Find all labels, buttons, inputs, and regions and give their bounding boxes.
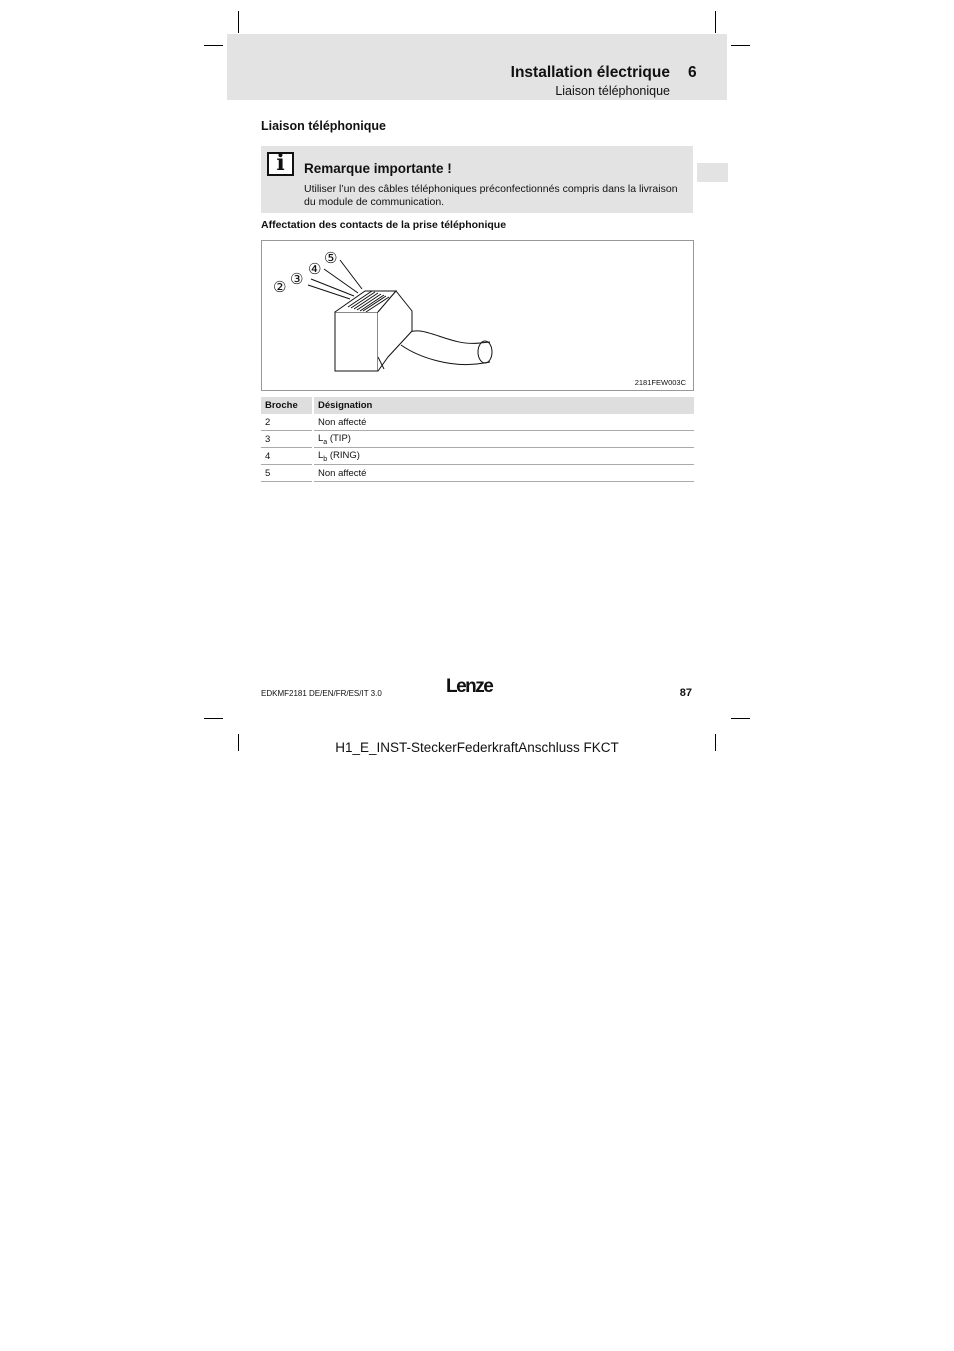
designation-text: L bbox=[318, 449, 324, 461]
designation-cell bbox=[313, 414, 694, 431]
pin-cell: 4 bbox=[261, 448, 313, 465]
designation-text: Non affecté bbox=[318, 467, 367, 479]
chapter-title: Installation électrique bbox=[510, 64, 670, 81]
important-note-box bbox=[261, 146, 693, 213]
designation-suffix: (RING) bbox=[327, 449, 360, 461]
designation-text: Non affecté bbox=[318, 416, 367, 428]
callout-5: ⑤ bbox=[324, 249, 338, 267]
callout-4: ④ bbox=[308, 260, 322, 278]
designation-subscript: a bbox=[323, 438, 328, 446]
crop-mark bbox=[204, 45, 223, 46]
pin-cell: 5 bbox=[261, 465, 313, 482]
crop-mark bbox=[731, 718, 750, 719]
figure-code: 2181FEW003C bbox=[634, 378, 686, 387]
crop-mark bbox=[238, 11, 239, 33]
cable-end bbox=[478, 341, 492, 363]
table-row bbox=[261, 448, 694, 465]
footer-document-id: EDKMF2181 DE/EN/FR/ES/IT 3.0 bbox=[261, 689, 382, 698]
designation-cell bbox=[313, 448, 694, 465]
chapter-number: 6 bbox=[688, 64, 697, 81]
callout-3: ③ bbox=[290, 270, 304, 288]
plug-body bbox=[335, 312, 378, 371]
lenze-logo: Lenze bbox=[446, 676, 493, 697]
designation-cell bbox=[313, 431, 694, 448]
note-title: Remarque importante ! bbox=[304, 161, 452, 176]
chapter-subtitle: Liaison téléphonique bbox=[555, 84, 670, 98]
table-row bbox=[261, 465, 694, 482]
callout-2: ② bbox=[273, 278, 287, 296]
chapter-side-tab bbox=[697, 163, 728, 182]
figure-caption: Affectation des contacts de la prise téléphonique bbox=[261, 219, 507, 231]
crop-mark bbox=[715, 11, 716, 33]
crop-mark bbox=[204, 718, 223, 719]
info-icon-glyph: i bbox=[276, 150, 285, 176]
column-header-designation: Désignation bbox=[313, 397, 694, 414]
table-row bbox=[261, 431, 694, 448]
designation-cell bbox=[313, 465, 694, 482]
info-icon bbox=[267, 152, 294, 176]
page-number: 87 bbox=[679, 687, 692, 699]
cable-outline bbox=[401, 331, 490, 365]
rj-plug-figure bbox=[261, 240, 694, 391]
pin-cell: 2 bbox=[261, 414, 313, 431]
designation-subscript: b bbox=[323, 455, 328, 463]
designation-suffix: (TIP) bbox=[327, 432, 351, 444]
column-header-broche: Broche bbox=[261, 397, 313, 414]
section-heading: Liaison téléphonique bbox=[261, 119, 387, 133]
crop-mark bbox=[731, 45, 750, 46]
designation-text: L bbox=[318, 432, 324, 444]
print-slug: H1_E_INST-SteckerFederkraftAnschluss FKCT bbox=[335, 740, 619, 755]
pin-cell: 3 bbox=[261, 431, 313, 448]
pin-assignment-table bbox=[261, 397, 694, 482]
table-header-row bbox=[261, 397, 694, 414]
note-text: Utiliser l’un des câbles téléphoniques préconfectionnés compris dans la livraison du module de communication. bbox=[304, 183, 678, 208]
rj-plug-drawing bbox=[262, 241, 695, 392]
table-row bbox=[261, 414, 694, 431]
